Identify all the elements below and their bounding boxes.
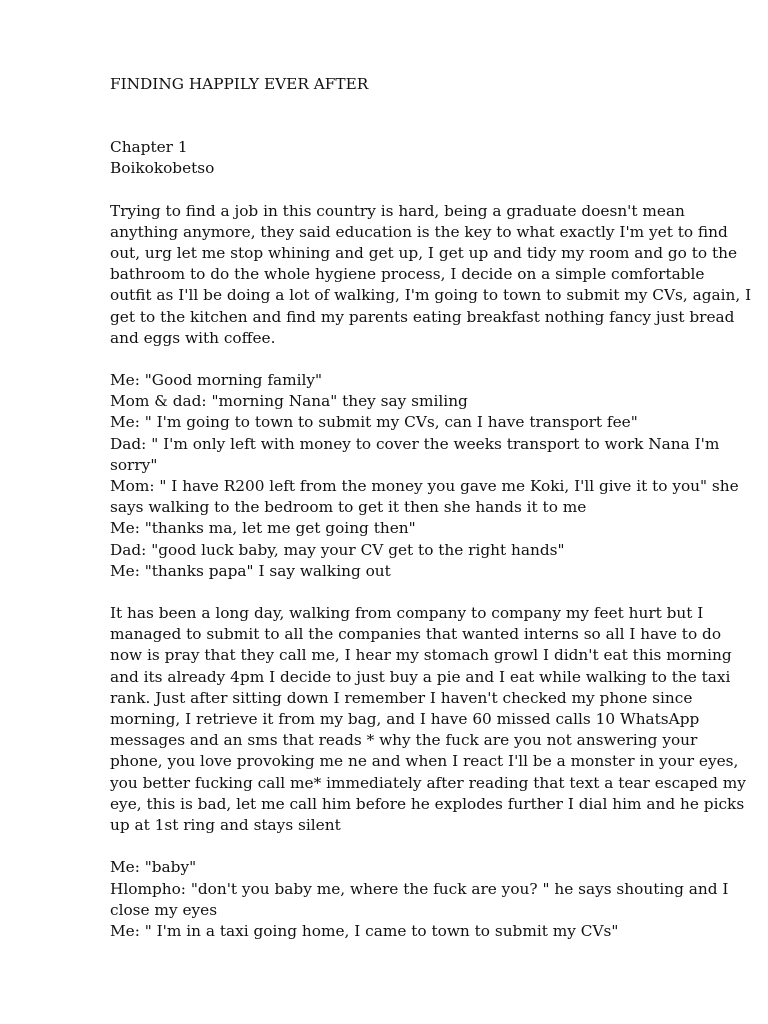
document-title: FINDING HAPPILY EVER AFTER bbox=[110, 75, 369, 93]
text-line: up at 1st ring and stays silent bbox=[110, 816, 341, 835]
text-line: anything anymore, they said education is the key to what exactly I'm yet to find bbox=[110, 222, 728, 241]
dialogue-line: Me: "thanks ma, let me get going then" bbox=[110, 519, 416, 538]
dialogue-line: sorry" bbox=[110, 455, 158, 474]
dialogue-line: Hlompho: "don't you baby me, where the fuck are you? " he says shouting and I bbox=[110, 879, 729, 898]
text-line: It has been a long day, walking from company to company my feet hurt but I bbox=[110, 604, 704, 623]
dialogue-block-2 bbox=[110, 857, 729, 942]
dialogue-line: Mom & dad: "morning Nana" they say smiling bbox=[110, 392, 468, 411]
text-line: eye, this is bad, let me call him before he explodes further I dial him and he picks bbox=[110, 794, 745, 813]
spacer bbox=[110, 582, 700, 603]
text-line: managed to submit to all the companies that wanted interns so all I have to do bbox=[110, 625, 722, 644]
dialogue-line: Dad: "good luck baby, may your CV get to the right hands" bbox=[110, 540, 565, 559]
spacer bbox=[110, 180, 700, 201]
dialogue-line: Dad: " I'm only left with money to cover the weeks transport to work Nana I'm bbox=[110, 434, 720, 453]
text-line: and eggs with coffee. bbox=[110, 328, 276, 347]
text-line: rank. Just after sitting down I remember I haven't checked my phone since bbox=[110, 688, 693, 707]
text-line: messages and an sms that reads * why the fuck are you not answering your bbox=[110, 731, 698, 750]
document-page bbox=[110, 74, 752, 942]
dialogue-block-1 bbox=[110, 370, 739, 582]
dialogue-line: Me: "Good morning family" bbox=[110, 371, 323, 390]
text-line: Trying to find a job in this country is hard, being a graduate doesn't mean bbox=[110, 201, 685, 220]
text-line: phone, you love provoking me ne and when I react I'll be a monster in your eyes, bbox=[110, 752, 739, 771]
text-line: you better fucking call me* immediately after reading that text a tear escaped my bbox=[110, 773, 746, 792]
spacer bbox=[110, 349, 700, 370]
dialogue-line: Mom: " I have R200 left from the money you gave me Koki, I'll give it to you" she bbox=[110, 477, 739, 496]
narrator-name: Boikokobetso bbox=[110, 159, 215, 178]
text-line: out, urg let me stop whining and get up, I get up and tidy my room and go to the bbox=[110, 244, 738, 263]
spacer bbox=[110, 95, 700, 137]
dialogue-line: says walking to the bedroom to get it then she hands it to me bbox=[110, 498, 587, 517]
text-line: get to the kitchen and find my parents eating breakfast nothing fancy just bread bbox=[110, 307, 735, 326]
dialogue-line: close my eyes bbox=[110, 900, 218, 919]
text-line: morning, I retrieve it from my bag, and I have 60 missed calls 10 WhatsApp bbox=[110, 710, 700, 729]
paragraph-2 bbox=[110, 603, 746, 836]
text-line: now is pray that they call me, I hear my stomach growl I didn't eat this morning bbox=[110, 646, 732, 665]
dialogue-line: Me: "thanks papa" I say walking out bbox=[110, 561, 391, 580]
text-line: and its already 4pm I decide to just buy a pie and I eat while walking to the taxi bbox=[110, 667, 731, 686]
dialogue-line: Me: " I'm in a taxi going home, I came to town to submit my CVs" bbox=[110, 921, 619, 940]
text-line: outfit as I'll be doing a lot of walking, I'm going to town to submit my CVs, again, I bbox=[110, 286, 752, 305]
chapter-heading: Chapter 1 bbox=[110, 138, 188, 157]
text-line: bathroom to do the whole hygiene process, I decide on a simple comfortable bbox=[110, 265, 705, 284]
dialogue-line: Me: "baby" bbox=[110, 858, 197, 877]
paragraph-1 bbox=[110, 201, 752, 349]
dialogue-line: Me: " I'm going to town to submit my CVs, can I have transport fee" bbox=[110, 413, 638, 432]
spacer bbox=[110, 836, 700, 857]
